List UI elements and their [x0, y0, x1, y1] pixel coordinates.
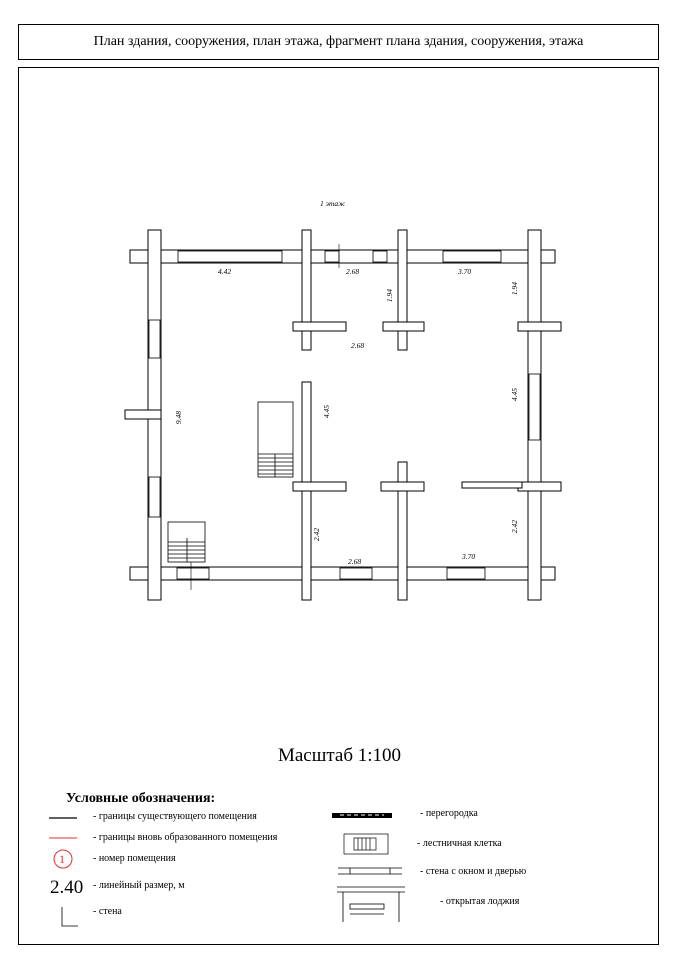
legend-open-loggia: - открытая лоджия — [440, 896, 520, 907]
door-top-mid-2 — [373, 251, 387, 262]
dim-bottom-mid: 2.68 — [348, 557, 362, 566]
legend-existing-boundary: - границы существующего помещения — [93, 811, 257, 822]
scale-label: Масштаб 1:100 — [277, 745, 402, 766]
dim-top-left: 4.42 — [218, 267, 232, 276]
staircase-1 — [258, 402, 293, 477]
window-bottom-mid — [340, 568, 372, 579]
wall-interior-1 — [302, 230, 311, 350]
dim-mid-small: 2.68 — [351, 341, 365, 350]
window-top-right — [443, 251, 501, 262]
wall-interior-4 — [383, 322, 424, 331]
window-right — [529, 374, 540, 440]
wall-interior-3 — [293, 322, 346, 331]
dim-vert-right-mid: 4.45 — [510, 387, 520, 402]
dim-top-right: 3.70 — [458, 267, 472, 276]
legend-room-number-symbol: 1 — [59, 852, 65, 866]
legend-linear-size-sample: 2.40 — [50, 877, 84, 898]
window-bottom-right — [447, 568, 485, 579]
legend-staircase: - лестничная клетка — [417, 838, 502, 849]
wall-interior-2 — [398, 230, 407, 350]
door-top-mid-1 — [325, 251, 339, 262]
floor-label: 1 этаж — [320, 199, 346, 208]
door-bottom-left — [177, 568, 209, 579]
legend-wall: - стена — [93, 906, 122, 917]
legend-title: Условные обозначения: — [66, 791, 216, 806]
dim-bottom-right: 3.70 — [462, 552, 476, 561]
legend-room-number: - номер помещения — [93, 853, 176, 864]
dim-vert-center-bottom: 2.42 — [312, 527, 322, 542]
window-left-2 — [149, 477, 160, 517]
window-top-left — [178, 251, 282, 262]
dim-top-mid: 2.68 — [346, 267, 360, 276]
partition — [462, 482, 522, 488]
wall-interior-5 — [518, 322, 561, 331]
dim-vert-right-bottom: 2.42 — [510, 519, 520, 534]
dim-vert-right-top: 1.94 — [510, 281, 520, 296]
wall-interior-9 — [381, 482, 424, 491]
dim-vert-center: 4.45 — [322, 404, 332, 419]
wall-interior-10 — [518, 482, 561, 491]
staircase-2 — [168, 522, 205, 562]
dim-vert-mid-small: 1.94 — [385, 288, 395, 303]
drawing-title: План здания, сооружения, план этажа, фрагмент плана здания, сооружения, этажа — [93, 34, 584, 49]
window-left-1 — [149, 320, 160, 358]
legend-new-boundary: - границы вновь образованного помещения — [93, 832, 278, 843]
legend-wall-window-door: - стена с окном и дверью — [420, 866, 527, 877]
wall-interior-11 — [125, 410, 161, 419]
legend-partition: - перегородка — [420, 808, 478, 819]
legend-linear-size: - линейный размер, м — [93, 880, 185, 891]
wall-interior-7 — [293, 482, 346, 491]
dim-vert-left: 9.48 — [174, 410, 184, 425]
